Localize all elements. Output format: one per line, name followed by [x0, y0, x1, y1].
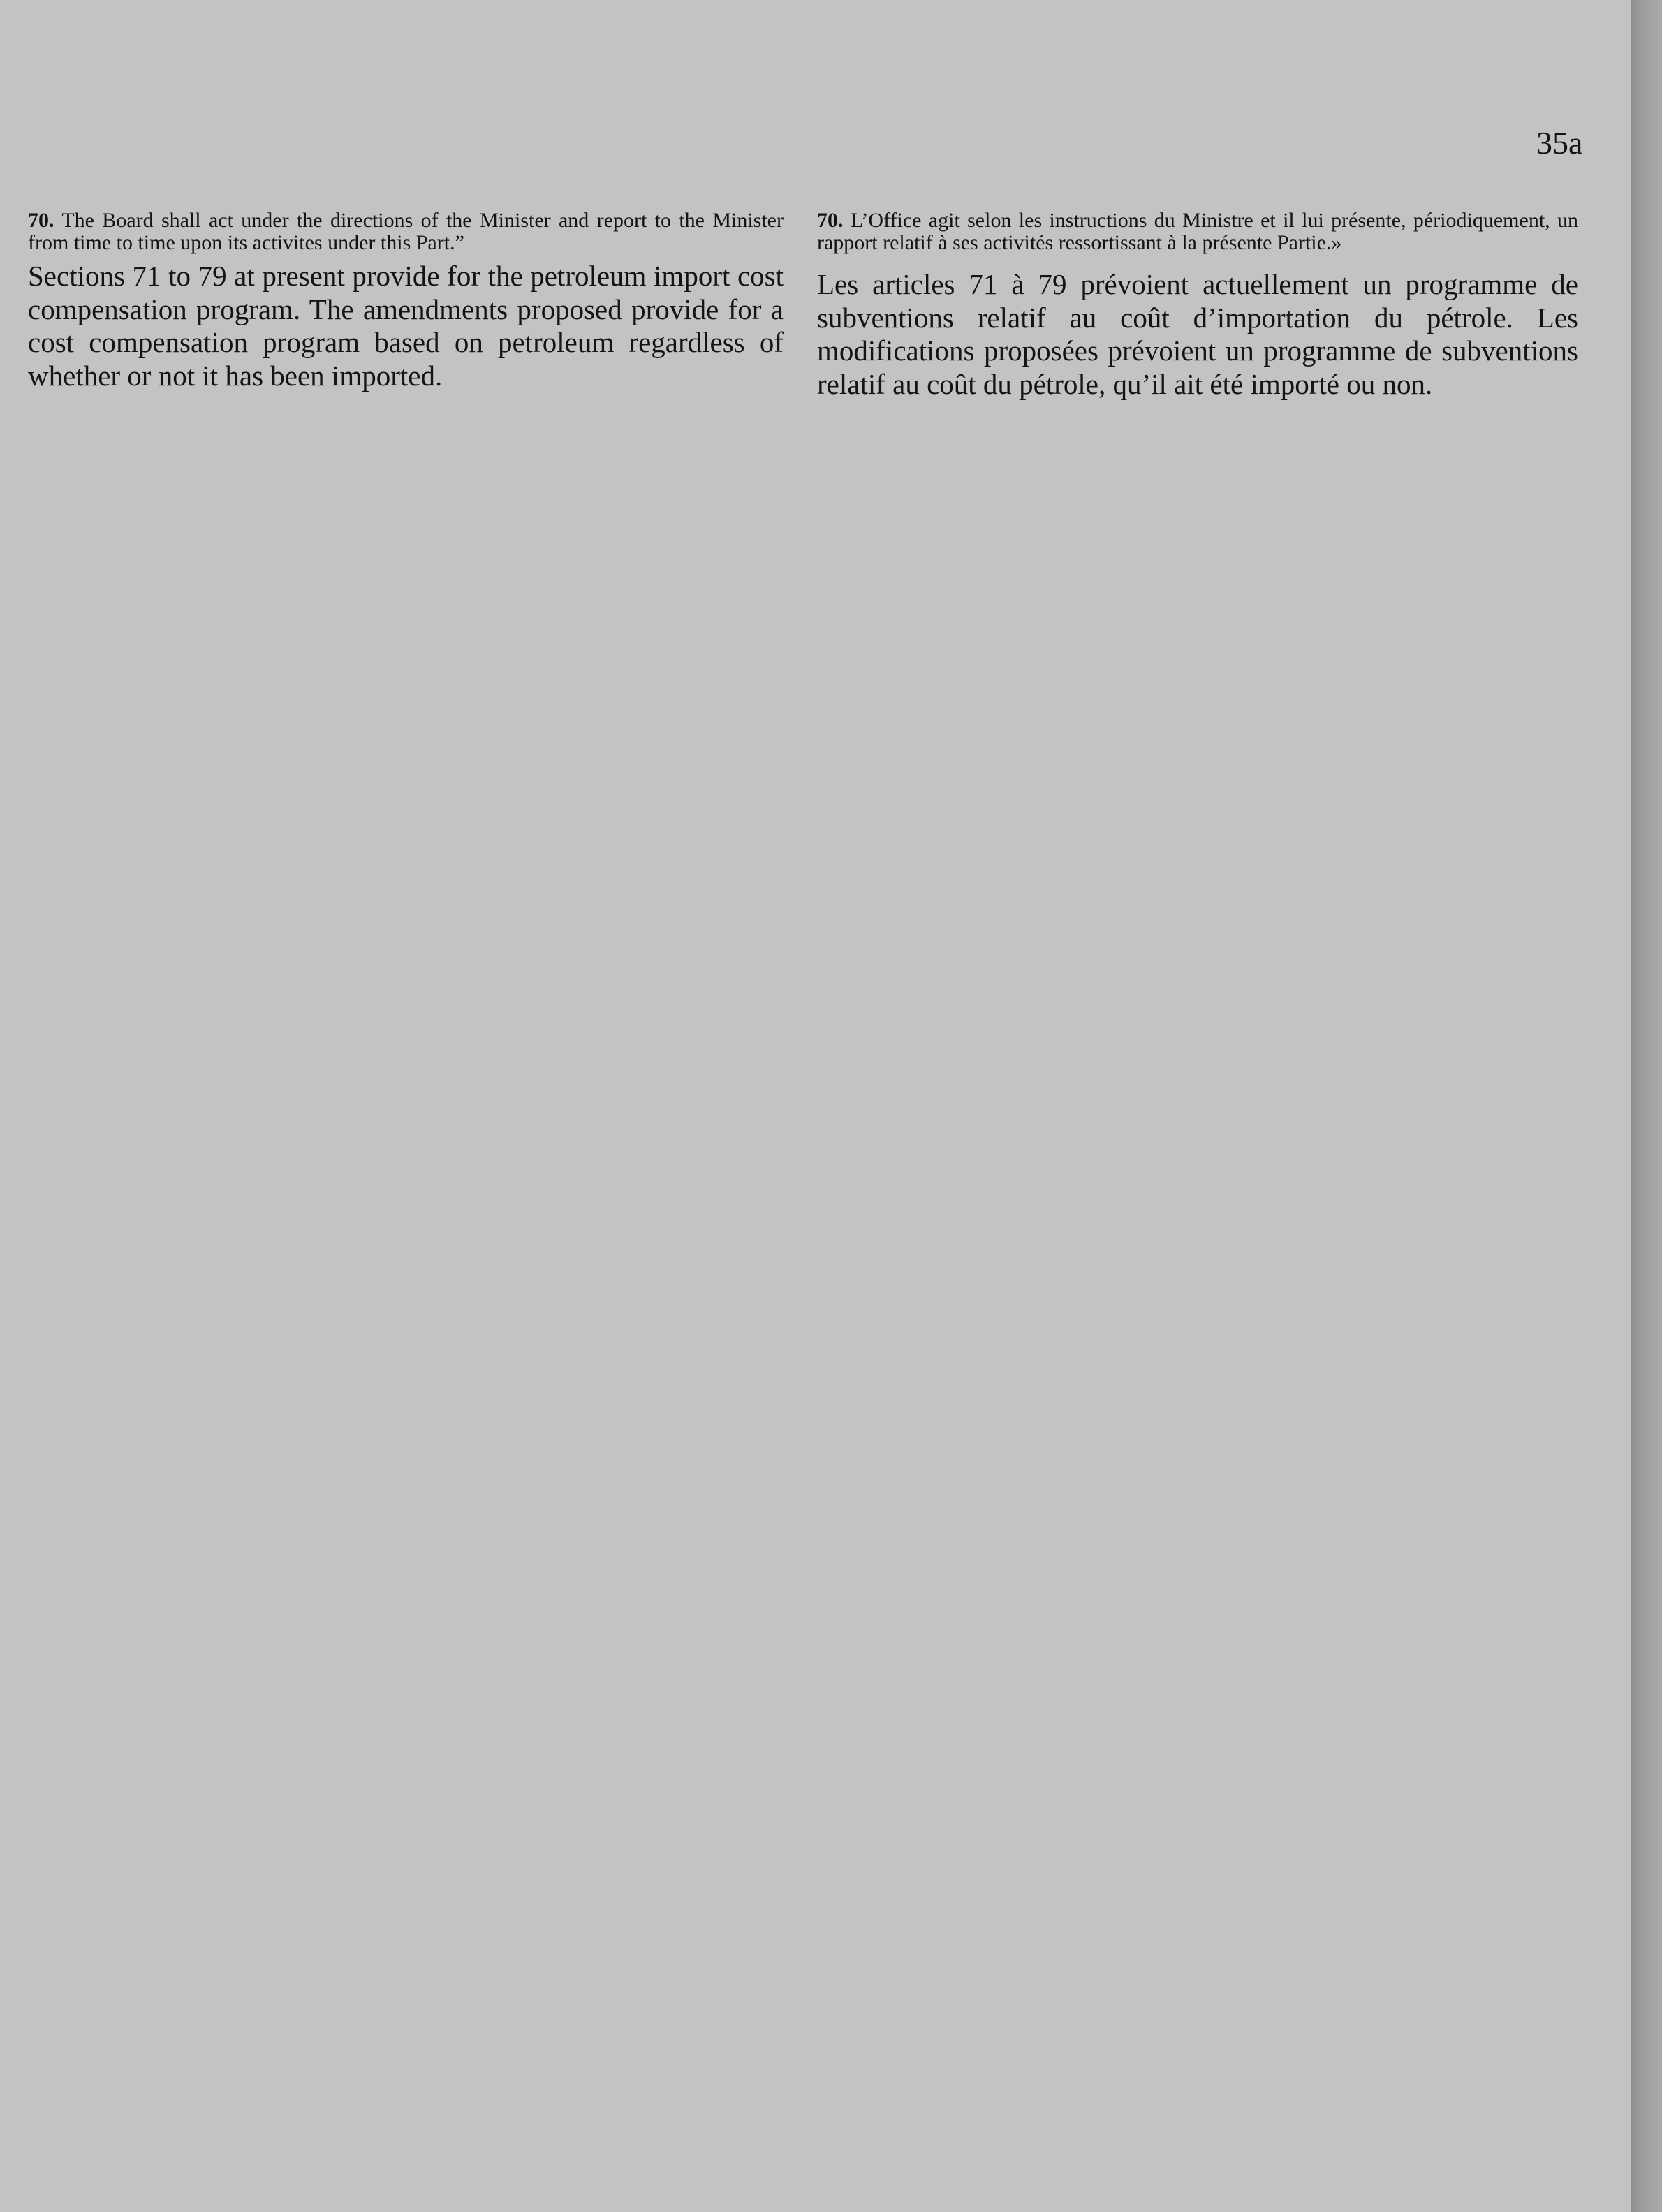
quoted-section-70-english: [28, 209, 784, 254]
english-column: [28, 209, 784, 392]
section-number: 70.: [28, 209, 54, 232]
quoted-section-70-french: [817, 209, 1578, 254]
page-number: 35a: [1536, 125, 1583, 161]
section-text: The Board shall act under the directions of the Minister and report to the Minister from time to time upon its activites under this Part.”: [28, 209, 784, 254]
section-text: L’Office agit selon les instructions du Ministre et il lui présente, périodiquement, un rapport relatif à ses activités ressortissant à la présente Partie.»: [817, 209, 1579, 254]
section-number: 70.: [817, 209, 844, 232]
explanatory-paragraph-english: Sections 71 to 79 at present provide for the petroleum import cost compensation program. The amendments proposed provide for a cost compensation program based on petroleum regardless of whether or not it has been imported.: [28, 260, 784, 392]
binding-edge: [1631, 0, 1662, 2212]
explanatory-paragraph-french: Les articles 71 à 79 prévoient actuellement un programme de subventions relatif au coût d’importation du pétrole. Les modifications proposées prévoient un programme de subventions relatif au coût du pétrole, qu’il ait été importé ou non.: [817, 268, 1578, 400]
french-column: [817, 209, 1578, 401]
